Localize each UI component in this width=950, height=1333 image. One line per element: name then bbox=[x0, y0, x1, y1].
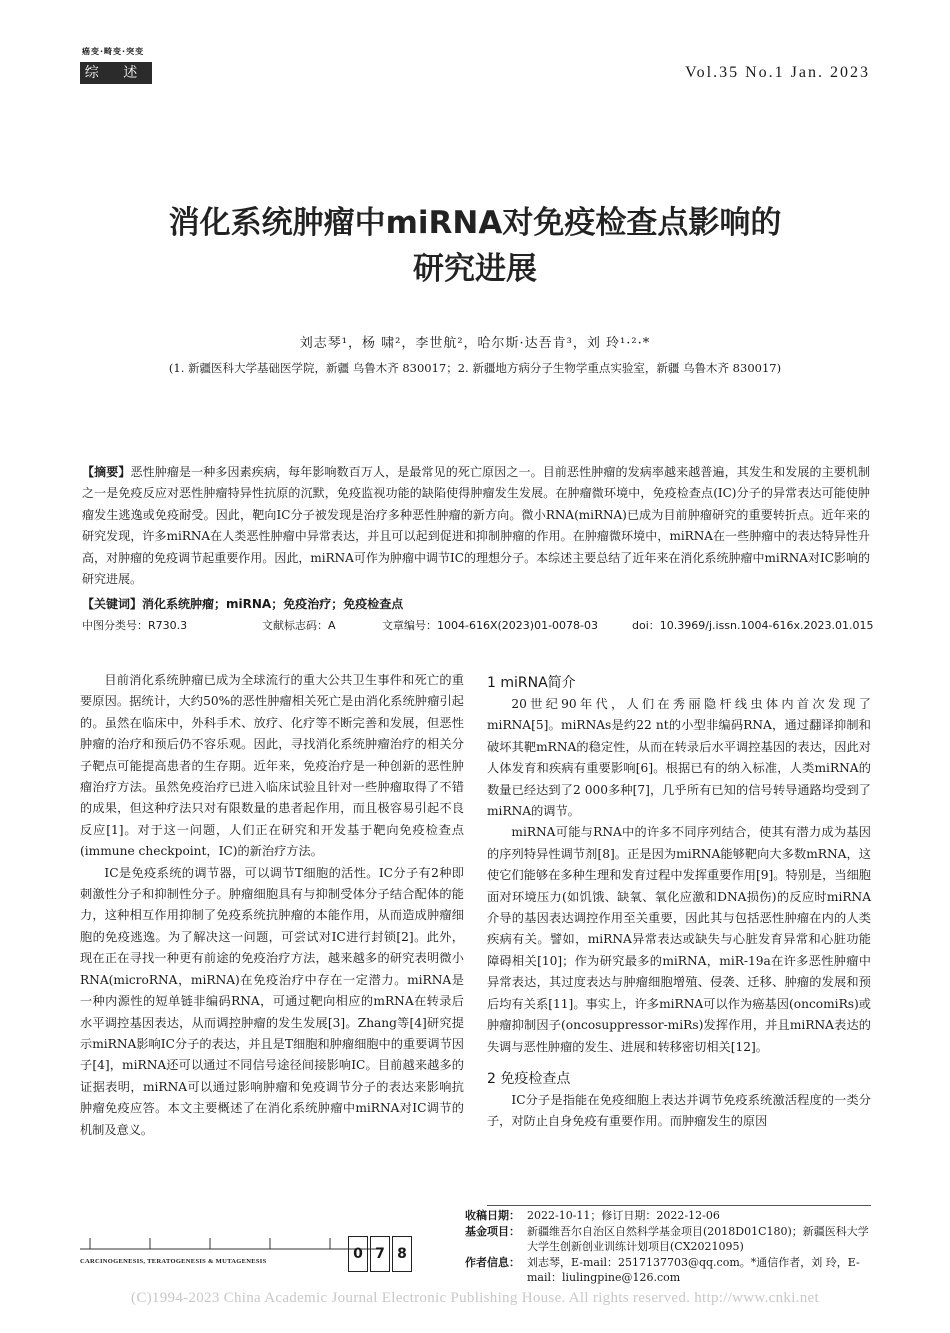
intro-paragraph-2: IC是免疫系统的调节器，可以调节T细胞的活性。IC分子有2种即刺激性分子和抑制性分子。肿瘤细胞具有与抑制受体分子结合配体的能力，这种相互作用抑制了免疫系统抗肿瘤的本能作用，从而造成肿瘤细胞的免疫逃逸。为了解决这一问题，可尝试对IC进行封锁[2]。此外，现在正在寻找一种更有前途的免疫治疗方法，越来越多的研究表明微小RNA(microRNA，miRNA)在免疫治疗中存在一定潜力。miRNA是一种内源性的短单链非编码RNA，可通过靶向相应的mRNA在转录后水平调控基因表达，从而调控肿瘤的发生发展[3]。Zhang等[4]研究提示miRNA影响IC分子的表达，并且是T细胞和肿瘤细胞中的重要调节因子[4]，miRNA还可以通过不同信号途径间接影响IC。目前越来越多的证据表明，miRNA可以通过影响肿瘤和免疫调节分子的表达来影响抗肿瘤免疫应答。本文主要概述了在消化系统肿瘤中miRNA对IC调节的机制及意义。 bbox=[80, 865, 464, 1137]
left-column bbox=[80, 670, 464, 1141]
title-line-1: 消化系统肿瘤中miRNA对免疫检查点影响的 bbox=[168, 205, 782, 241]
received-label: 收稿日期： bbox=[465, 1209, 520, 1222]
author-info: 刘志琴，E-mail：2517137703@qq.com。*通信作者，刘 玲，E-mail：liulingpine@126.com bbox=[527, 1255, 860, 1284]
fund-info: 新疆维吾尔自治区自然科学基金项目(2018D01C180)；新疆医科大学大学生创新创业训练计划项目(CX2021095) bbox=[527, 1224, 869, 1253]
decorative-ticks bbox=[80, 1238, 380, 1250]
volume-info: Vol.35 No.1 Jan. 2023 bbox=[685, 64, 870, 81]
clc-number: 中图分类号：R730.3 bbox=[82, 619, 188, 632]
section-heading-2: 2 免疫检查点 bbox=[487, 1070, 571, 1087]
keywords: 【关键词】消化系统肿瘤；miRNA；免疫治疗；免疫检查点 bbox=[82, 597, 404, 611]
abstract-text: 恶性肿瘤是一种多因素疾病，每年影响数百万人，是最常见的死亡原因之一。目前恶性肿瘤的发病率越来越普遍，其发生和发展的主要机制之一是免疫反应对恶性肿瘤特异性抗原的沉默，免疫监视功能的缺陷使得肿瘤发生发展。在肿瘤微环境中，免疫检查点(IC)分子的异常表达可能使肿瘤发生逃逸或免疫耐受。因此，靶向IC分子被发现是治疗多种恶性肿瘤的新方向。微小RNA(miRNA)已成为目前肿瘤研究的重要转折点。近年来的研究发现，许多miRNA在人类恶性肿瘤中异常表达，并且可以起到促进和抑制肿瘤的作用。在肿瘤微环境中，miRNA在一些肿瘤中的表达特异性升高，对肿瘤的免疫调节起重要作用。因此，miRNA可作为肿瘤中调节IC的理想分子。本综述主要总结了近年来在消化系统肿瘤中miRNA对IC影响的研究进展。 bbox=[82, 465, 870, 587]
doc-code: 文献标志码：A bbox=[262, 619, 336, 632]
affiliations: (1. 新疆医科大学基础医学院，新疆 乌鲁木齐 830017；2. 新疆地方病分子生物学重点实验室，新疆 乌鲁木齐 830017) bbox=[168, 361, 782, 375]
author-list: 刘志琴¹，杨 啸²，李世航²，哈尔斯·达吾肯³，刘 玲¹·²·* bbox=[299, 336, 651, 351]
page-digit: 7 bbox=[370, 1236, 390, 1272]
received-dates: 2022-10-11；修订日期：2022-12-06 bbox=[527, 1209, 720, 1222]
section2-paragraph-1: IC分子是指能在免疫细胞上表达并调节免疫系统激活程度的一类分子，对防止自身免疫有重要作用。而肿瘤发生的原因 bbox=[487, 1092, 871, 1129]
page-digit: 8 bbox=[392, 1236, 412, 1272]
section-heading-1: 1 miRNA简介 bbox=[487, 675, 576, 691]
section1-paragraph-1: 20世纪90年代，人们在秀丽隐杆线虫体内首次发现了miRNA[5]。miRNAs是约22 nt的小型非编码RNA，通过翻译抑制和破坏其靶mRNA的稳定性，从而在转录后水平调控基因的表达，因此对人体发育和疾病有重要影响[6]。根据已有的纳入标准，人类miRNA的数量已经达到了2 000多种[7]，几乎所有已知的信号转导通路均受到了miRNA的调节。 bbox=[487, 697, 871, 819]
article-footnote bbox=[465, 1208, 875, 1286]
article-title bbox=[60, 200, 890, 292]
journal-logo: 癌变·畸变·突变 bbox=[82, 47, 145, 56]
fund-label: 基金项目： bbox=[465, 1224, 520, 1238]
page-number bbox=[348, 1236, 414, 1272]
copyright-notice: (C)1994-2023 China Academic Journal Electronic Publishing House. All rights reserved. http://www.cnki.net bbox=[131, 1290, 819, 1306]
title-line-2: 研究进展 bbox=[413, 251, 537, 287]
page-digit: 0 bbox=[348, 1236, 368, 1272]
section-label: 综 述 bbox=[80, 62, 152, 84]
article-number: 文章编号：1004-616X(2023)01-0078-03 bbox=[382, 619, 598, 632]
section1-paragraph-2: miRNA可能与RNA中的许多不同序列结合，使其有潜力成为基因的序列特异性调节剂[8]。正是因为miRNA能够靶向大多数mRNA，这使它们能够在多种生理和发育过程中发挥重要作用[9]。特别是，当细胞面对环境压力(如饥饿、缺氧、氧化应激和DNA损伤)的反应时miRNA介导的基因表达调控作用至关重要，因此其与包括恶性肿瘤在内的人类疾病有关。譬如，miRNA异常表达或缺失与心脏发育异常和心脏功能障碍相关[10]；作为研究最多的miRNA，miR-19a在许多恶性肿瘤中异常表达，其过度表达与肿瘤细胞增殖、侵袭、迁移、肿瘤的发展和预后均有关系[11]。事实上，许多miRNA可以作为癌基因(oncomiRs)或肿瘤抑制因子(oncosuppressor-miRs)发挥作用，并且miRNA表达的失调与恶性肿瘤的发生、进展和转移密切相关[12]。 bbox=[487, 825, 871, 1054]
footer-divider bbox=[487, 1205, 871, 1206]
doi: doi：10.3969/j.issn.1004-616x.2023.01.015 bbox=[632, 619, 874, 632]
right-column bbox=[487, 670, 871, 1133]
journal-name-footer: CARCINOGENESIS, TERATOGENESIS & MUTAGENESIS bbox=[80, 1258, 267, 1265]
intro-paragraph-1: 目前消化系统肿瘤已成为全球流行的重大公共卫生事件和死亡的重要原因。据统计，大约50%的恶性肿瘤相关死亡是由消化系统肿瘤引起的。虽然在临床中，外科手术、放疗、化疗等不断完善和发展，但恶性肿瘤的治疗和预后仍不容乐观。因此，寻找消化系统肿瘤治疗的相关分子靶点可能提高患者的生存期。近年来，免疫治疗是一种创新的恶性肿瘤治疗方法。虽然免疫治疗已进入临床试验且针对一些肿瘤取得了不错的成果，但这种疗法只对有限数量的患者起作用，而且极容易引起不良反应[1]。对于这一问题，人们正在研究和开发基于靶向免疫检查点(immune checkpoint，IC)的新治疗方法。 bbox=[80, 673, 464, 859]
abstract-label: 【摘要】 bbox=[82, 465, 131, 479]
abstract bbox=[82, 462, 870, 590]
author-info-label: 作者信息： bbox=[465, 1255, 520, 1269]
